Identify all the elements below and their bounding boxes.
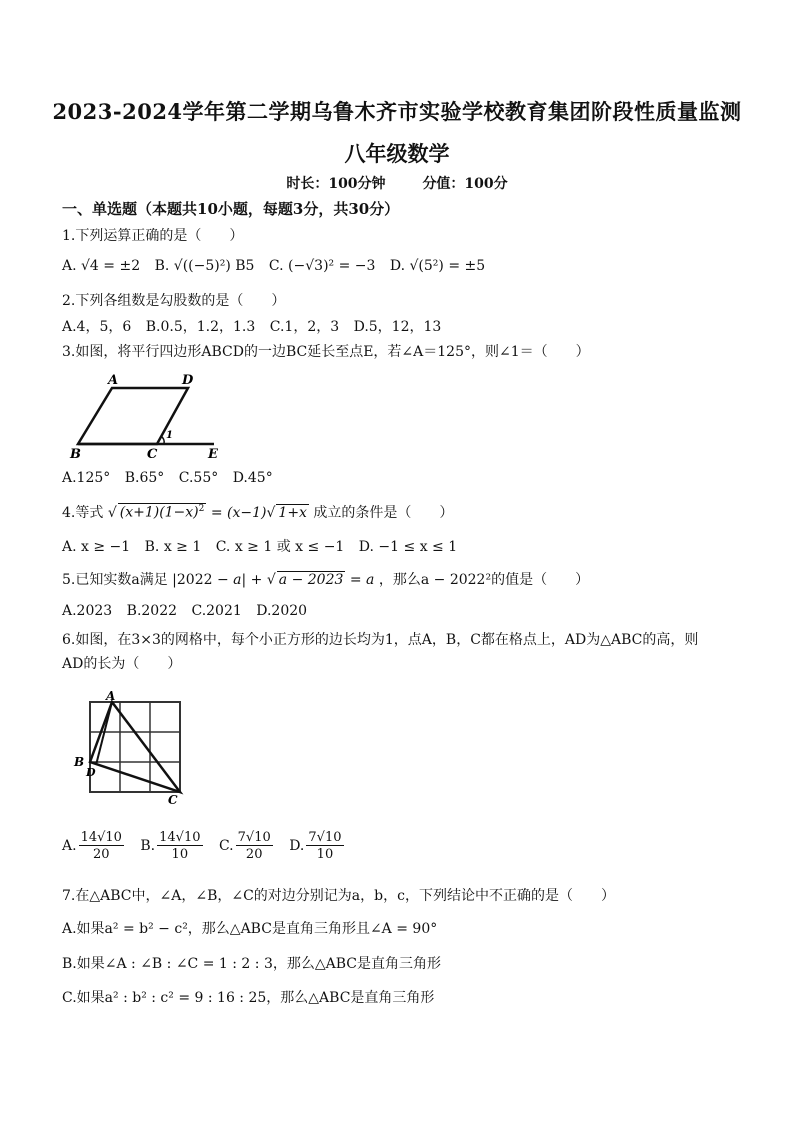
q5-equation: |2022 − a| + √ a − 2023 = a <box>172 572 375 588</box>
q3-label-e: E <box>208 447 218 462</box>
q1-option-b <box>155 258 255 274</box>
q6-altitude-ad <box>96 702 112 765</box>
q6-a-fraction <box>79 830 124 862</box>
q6-d-fraction <box>306 830 343 862</box>
q4-option-d: D. −1 ≤ x ≤ 1 <box>358 539 458 555</box>
q3-label-1: 1 <box>166 430 173 441</box>
q5-options <box>62 603 317 619</box>
q1-a-label: A. <box>62 258 77 274</box>
q1-option-a <box>62 258 140 274</box>
q3-options <box>62 470 283 486</box>
q5-option-d: D.2020 <box>256 603 308 619</box>
q6-label-a: A <box>106 689 116 703</box>
q3-label-a: A <box>108 373 119 388</box>
exam-meta <box>0 173 794 193</box>
q1-option-d <box>390 258 485 274</box>
q5-option-c: C.2021 <box>191 603 242 619</box>
q6-d-label: D. <box>289 838 305 854</box>
q4-option-b: B. x ≥ 1 <box>144 539 202 555</box>
section-heading: 一、单选题（本题共10小题，每题3分，共30分） <box>62 200 400 218</box>
q1-d-expr: √(5²) = ±5 <box>409 258 486 274</box>
q1-options <box>62 258 495 274</box>
q5-stem-pre: 5.已知实数a满足 <box>62 572 168 588</box>
q6-triangle-abc <box>90 702 180 792</box>
q6-a-den: 20 <box>92 847 110 862</box>
q5-stem <box>62 569 589 589</box>
q6-options <box>62 830 356 862</box>
q6-b-label: B. <box>140 838 156 854</box>
q2-option-b: B.0.5，1.2，1.3 <box>145 319 256 335</box>
q6-grid-figure <box>68 688 188 808</box>
exam-subtitle: 八年级数学 <box>344 141 450 166</box>
q6-a-label: A. <box>62 838 77 854</box>
exam-time: 时长：100分钟 <box>286 176 386 192</box>
q4-options <box>62 536 467 556</box>
q7-option-a: A.如果a² = b² − c²，那么△ABC是直角三角形且∠A = 90° <box>62 921 438 937</box>
q7-stem: 7.在△ABC中，∠A，∠B，∠C的对边分别记为a，b，c，下列结论中不正确的是（ ） <box>62 888 615 904</box>
q4-stem-post: 成立的条件是（ ） <box>313 505 454 521</box>
q1-b-expr: √((−5)²) <box>173 258 231 274</box>
q1-d-label: D. <box>389 258 406 274</box>
exam-score: 分值：100分 <box>422 176 508 192</box>
q6-b-num: 14√10 <box>159 830 201 845</box>
q3-label-b: B <box>70 447 81 462</box>
q1-a-expr: √4 = ±2 <box>81 258 141 274</box>
q4-stem <box>62 502 453 522</box>
q6-label-b: B <box>74 755 85 769</box>
q6-b-den: 10 <box>171 847 189 862</box>
q3-parallelogram-figure <box>62 366 222 462</box>
q2-option-c: C.1，2，3 <box>269 319 340 335</box>
q6-option-a <box>62 830 126 862</box>
q6-c-fraction <box>236 830 273 862</box>
q7-option-b: B.如果∠A : ∠B : ∠C = 1 : 2 : 3，那么△ABC是直角三角形 <box>62 956 441 972</box>
q2-stem: 2.下列各组数是勾股数的是（ ） <box>62 293 286 309</box>
q3-option-c: C.55° <box>178 470 219 486</box>
q3-label-c: C <box>147 447 158 462</box>
q1-c-label: C. <box>268 258 284 274</box>
q7-option-c: C.如果a² : b² : c² = 9 : 16 : 25，那么△ABC是直角三角形 <box>62 990 435 1006</box>
q6-a-num: 14√10 <box>80 830 122 845</box>
q3-option-d: D.45° <box>232 470 273 486</box>
q6-label-c: C <box>168 793 178 807</box>
q3-option-b: B.65° <box>124 470 165 486</box>
q6-c-num: 7√10 <box>237 830 271 845</box>
q1-b-label: B. <box>154 258 170 274</box>
q3-stem: 3.如图，将平行四边形ABCD的一边BC延长至点E，若∠A＝125°，则∠1＝（ ） <box>62 344 590 360</box>
q1-b-tail: B5 <box>235 258 255 274</box>
q5-option-b: B.2022 <box>126 603 178 619</box>
q4-option-a: A. x ≥ −1 <box>62 539 131 555</box>
q6-c-den: 20 <box>245 847 263 862</box>
q1-stem: 1.下列运算正确的是（ ） <box>62 228 244 244</box>
q2-option-d: D.5，12，13 <box>353 319 442 335</box>
q6-d-num: 7√10 <box>308 830 342 845</box>
q6-d-den: 10 <box>316 847 334 862</box>
q1-c-expr: (−√3)² = −3 <box>288 258 376 274</box>
q6-stem-line1: 6.如图，在3×3的网格中，每个小正方形的边长均为1，点A，B，C都在格点上，AD为△ABC的高，则 <box>62 632 699 648</box>
q4-stem-pre: 4.等式 <box>62 505 104 521</box>
q6-grid-border <box>90 702 180 792</box>
q2-options <box>62 316 451 336</box>
q6-stem-line2: AD的长为（ ） <box>62 656 182 672</box>
q6-option-c <box>219 830 275 862</box>
q4-equation: √ $(x+1)(1-x)^2 = (x-1)√$ 1+x <box>107 504 307 521</box>
q1-option-c <box>269 258 376 274</box>
q4-option-c: C. x ≥ 1 或 x ≤ −1 <box>215 539 345 555</box>
q5-option-a: A.2023 <box>62 603 113 619</box>
q6-option-b <box>140 830 204 862</box>
exam-title: 2023-2024学年第二学期乌鲁木齐市实验学校教育集团阶段性质量监测 <box>52 99 742 124</box>
q6-option-d <box>289 830 345 862</box>
q6-c-label: C. <box>218 838 234 854</box>
q5-stem-post: ，那么a − 2022²的值是（ ） <box>378 572 590 588</box>
q6-b-fraction <box>157 830 202 862</box>
q6-label-d: D <box>86 766 96 779</box>
q2-option-a: A.4，5，6 <box>62 319 132 335</box>
q3-option-a: A.125° <box>62 470 111 486</box>
q3-label-d: D <box>182 373 194 388</box>
